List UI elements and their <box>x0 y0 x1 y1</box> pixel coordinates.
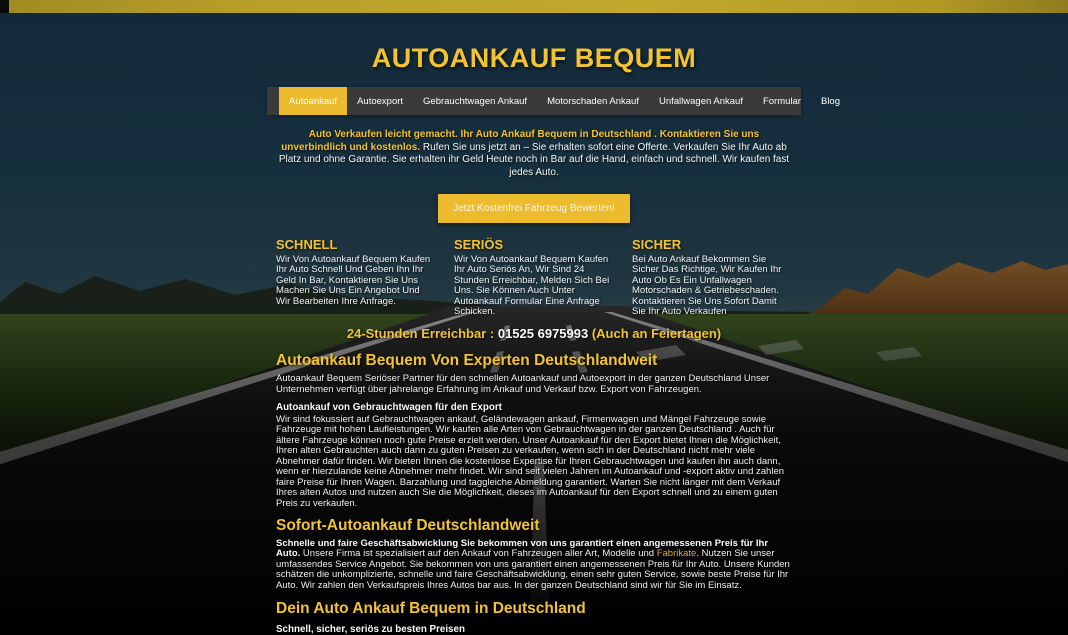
fabrikate-link[interactable]: Fabrikate <box>656 548 697 560</box>
dein-subheading: Schnell, sicher, seriös zu besten Preisen <box>276 623 465 635</box>
section-heading-experten: Autoankauf Bequem Von Experten Deutschlandweit <box>276 352 658 370</box>
nav-item-unfallwagen-ankauf[interactable]: Unfallwagen Ankauf <box>658 95 743 107</box>
experten-paragraph: Autoankauf Bequem Seriöser Partner für den schnellen Autoankauf und Autoexport in der ganzen Deutschland Unser Unternehmen verfügt über jahrelange Erfahrung im Ankauf und Verkauf bzw. Export von Fahrzeugen. <box>276 373 770 396</box>
cta-button[interactable]: Jetzt Kostenfrei Fahrzeug Bewerten! <box>438 194 630 223</box>
nav-item-motorschaden-ankauf[interactable]: Motorschaden Ankauf <box>547 95 639 107</box>
nav-item-formular[interactable]: Formular <box>762 95 801 107</box>
nav-item-autoankauf[interactable]: Autoankauf <box>279 87 347 115</box>
sofort-lead: Schnelle und faire Geschäftsabwicklung Sie bekommen von uns garantiert einen angemessenen Preis für Ihr Auto. <box>276 537 769 560</box>
intro-highlight: Auto Verkaufen leicht gemacht. Ihr Auto Ankauf Bequem in Deutschland . Kontaktieren Sie uns unverbindlich und kostenlos. <box>281 129 760 153</box>
hotline-prefix: 24-Stunden Erreichbar : <box>346 326 495 342</box>
feature-title: SERIÖS <box>454 237 504 252</box>
feature-schnell <box>276 237 436 317</box>
section-heading-sofort: Sofort-Autoankauf Deutschlandweit <box>276 516 540 534</box>
nav-item-blog[interactable]: Blog <box>820 95 840 107</box>
section-heading-dein: Dein Auto Ankauf Bequem in Deutschland <box>276 599 586 617</box>
feature-text: Wir Von Autoankauf Bequem Kaufen Ihr Auto Seriös An, Wir Sind 24 Stunden Erreichbar, Melden Sich Bei Uns. Sie Können Auch Unter Autoankauf Formular Eine Anfrage Schicken. <box>454 254 610 318</box>
intro-paragraph <box>276 129 792 179</box>
hotline-suffix: (Auch an Feiertagen) <box>591 326 722 342</box>
feature-text: Bei Auto Ankauf Bekommen Sie Sicher Das Richtige, Wir Kaufen Ihr Auto Ob Es Ein Unfallwagen Motorschaden & Getriebeschaden. Kontaktieren Sie Uns Sofort Damit Sie Ihr Auto Verkaufen <box>632 254 782 318</box>
feature-sicher <box>632 237 792 317</box>
features-row <box>276 237 792 317</box>
sofort-body-1: Unsere Firma ist spezialisiert auf den Ankauf von Fahrzeugen aller Art, Modelle und <box>300 548 657 560</box>
main-nav <box>267 87 840 115</box>
cta-row <box>276 194 792 223</box>
sofort-paragraph <box>276 539 792 592</box>
feature-title: SCHNELL <box>276 237 338 252</box>
nav-item-gebrauchtwagen-ankauf[interactable]: Gebrauchtwagen Ankauf <box>423 95 528 107</box>
intro-rest: Rufen Sie uns jetzt an – Sie erhalten sofort eine Offerte. Verkaufen Sie Ihr Auto ab Platz und ohne Garantie. Sie erhalten ihr Geld Heute noch in Bar auf die Hand, einfach und schnell. Wir kaufen fast jedes Auto. <box>278 141 790 178</box>
export-subheading: Autoankauf von Gebrauchtwagen für den Export <box>276 401 502 413</box>
feature-text: Wir Von Autoankauf Bequem Kaufen Ihr Auto Schnell Und Geben Ihn Ihr Geld In Bar, Kontaktieren Sie Uns Machen Sie Uns Ein Angebot Und Wir Bearbeiten Ihre Anfrage. <box>276 254 431 307</box>
site-title: AUTOANKAUF BEQUEM <box>371 43 697 73</box>
nav-item-autoexport[interactable]: Autoexport <box>357 95 404 107</box>
sofort-body-2: . Nutzen Sie unser umfassendes Service Angebot. Sie bekommen von uns garantiert einen angemessenen Preis für Ihr Auto. Unsere Kunden schätzen die unkomplizierte, schnelle und faire Geschäftsabwicklung, einen sehr guten Service, sowie beste Preise für Ihr Auto. Wir zahlen den Verkaufspreis Ihres Autos bar aus. In der ganzen Deutschland sind wir für Sie im Einsatz. <box>276 548 790 591</box>
feature-serioes <box>454 237 614 317</box>
hotline-line <box>276 326 792 341</box>
feature-title: SICHER <box>632 237 682 252</box>
top-accent-bar <box>0 0 1068 13</box>
export-body: Wir sind fokussiert auf Gebrauchtwagen ankauf, Geländewagen ankauf, Firmenwagen und Mängel Fahrzeuge sowie Fahrzeuge mit hohen Laufleistungen. Wir kaufen alle Arten von Gebrauchtwagen in der ganzen Deutschland . Auch für ältere Fahrzeuge können noch gute Preise erzielt werden. Unser Autoankauf für den Export bietet Ihnen die Möglichkeit, Ihren alten Gebrauchten auch dann zu guten Preisen zu verkaufen, wenn sich in der Deutschland nicht mehr viele Abnehmer dafür finden. Wir bieten Ihnen die kostenlose Expertise für Ihren Gebrauchtwagen und kaufen ihn auch dann, wenn er hierzulande keine Abnehmer mehr findet. Wir sind seit vielen Jahren im Autoankauf und -export aktiv und zahlen faire Preise für Ihren Wagen. Barzahlung und taggleiche Abmeldung garantiert. Warten Sie nicht länger mit dem Verkauf Ihres alten Autos und nutzen auch Sie die Möglichkeit, dieses im Autoankauf für den Export schnell und zu einem guten Preis zu verkaufen. <box>276 413 785 509</box>
phone-number: 01525 6975993 <box>497 326 589 342</box>
